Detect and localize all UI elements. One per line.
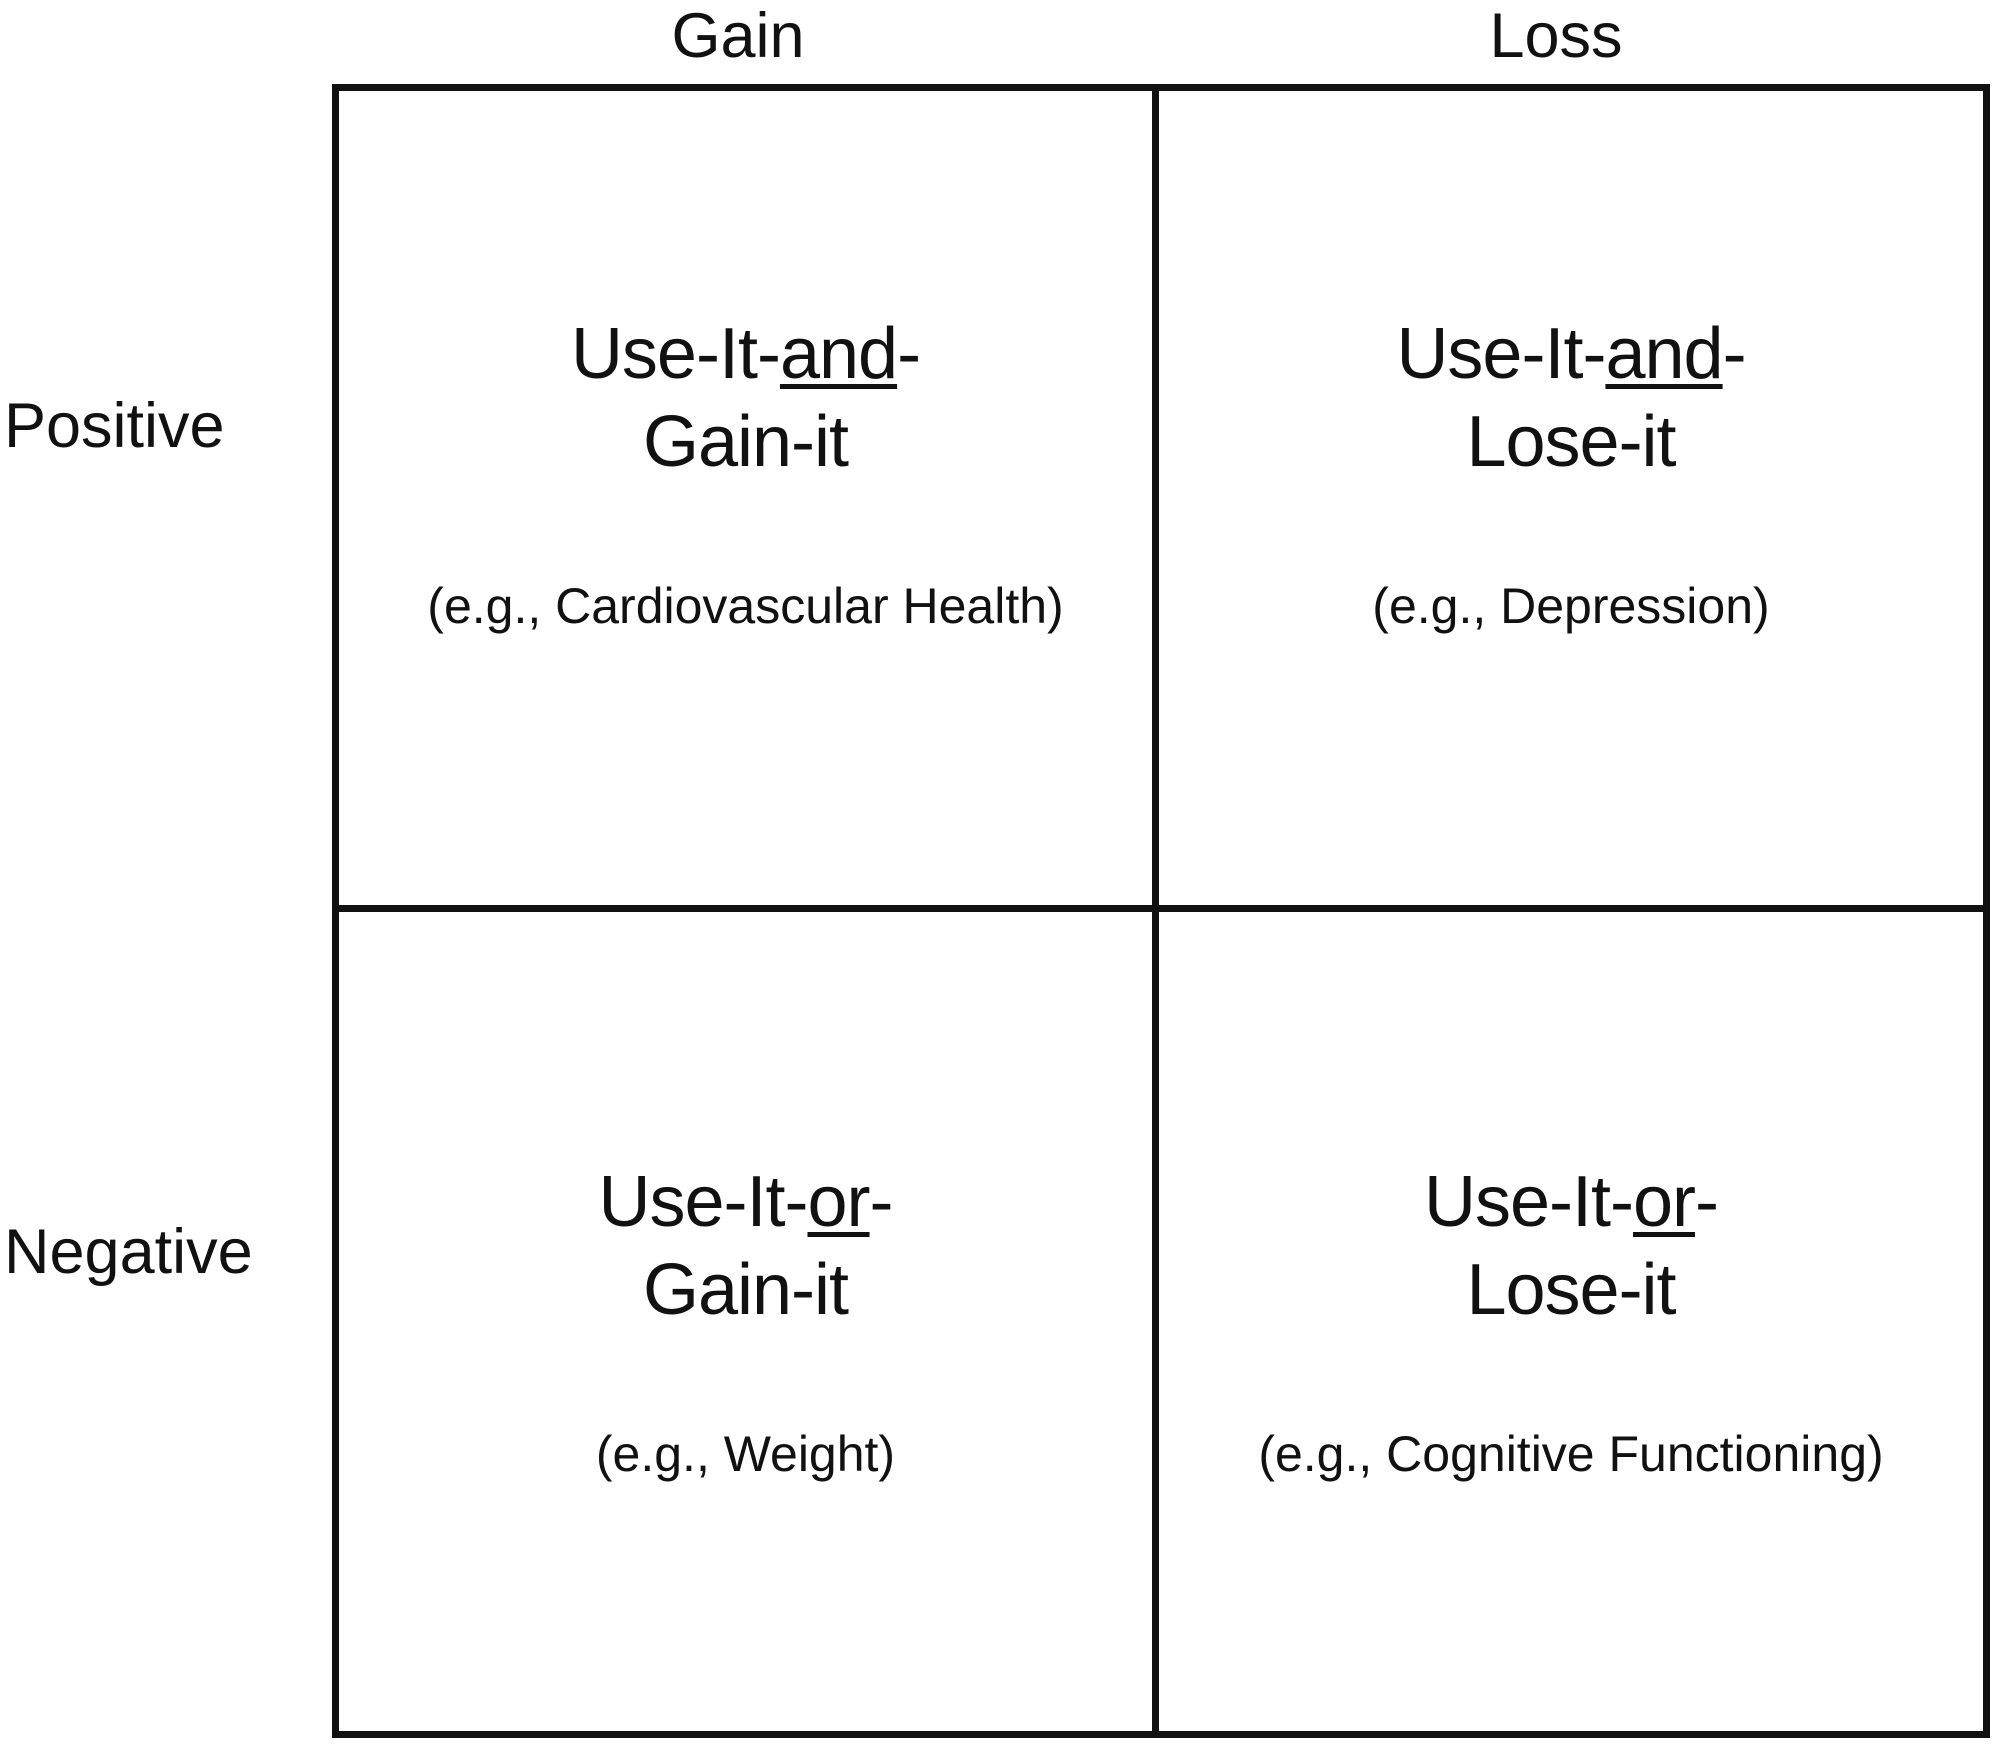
cell-example: (e.g., Weight) <box>595 1426 896 1482</box>
title-keyword: or <box>1632 1162 1696 1242</box>
cell-title <box>1159 1158 1983 1334</box>
cell-example: (e.g., Cardiovascular Health) <box>427 578 1064 634</box>
cell-negative-loss <box>1159 1158 1983 1482</box>
cell-title <box>1159 310 1983 486</box>
title-line2: Lose-it <box>1466 402 1676 482</box>
cell-example: (e.g., Cognitive Functioning) <box>1258 1426 1884 1482</box>
cell-positive-gain <box>339 310 1152 634</box>
title-keyword: and <box>1605 314 1723 394</box>
title-prefix: Use-It- <box>1423 1162 1633 1242</box>
cell-example: (e.g., Depression) <box>1372 578 1770 634</box>
row-header-positive: Positive <box>4 391 225 461</box>
row-header-negative: Negative <box>4 1217 253 1287</box>
cell-negative-gain <box>339 1158 1152 1482</box>
grid-horizontal-divider <box>332 905 1990 912</box>
title-prefix: Use-It- <box>1396 314 1606 394</box>
title-line2: Gain-it <box>642 1250 849 1330</box>
cell-title <box>339 310 1152 486</box>
column-header-loss: Loss <box>1489 1 1623 71</box>
title-prefix: Use-It- <box>598 1162 808 1242</box>
title-suffix: - <box>869 1162 893 1242</box>
column-header-gain: Gain <box>671 1 805 71</box>
title-keyword: or <box>807 1162 870 1242</box>
title-keyword: and <box>779 314 898 394</box>
title-line2: Gain-it <box>642 402 849 482</box>
title-prefix: Use-It- <box>570 314 780 394</box>
title-suffix: - <box>1722 314 1746 394</box>
title-suffix: - <box>1695 1162 1718 1242</box>
title-suffix: - <box>897 314 921 394</box>
cell-positive-loss <box>1159 310 1983 634</box>
cell-title <box>339 1158 1152 1334</box>
title-line2: Lose-it <box>1466 1250 1676 1330</box>
